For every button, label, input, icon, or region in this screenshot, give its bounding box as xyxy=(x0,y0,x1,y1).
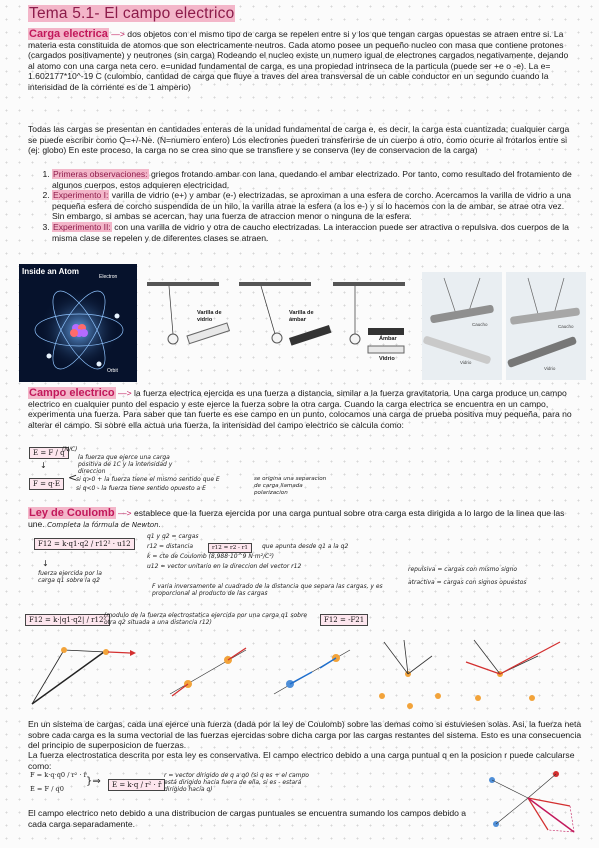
rod-illustration xyxy=(506,272,586,380)
arrow-icon: —> xyxy=(117,388,132,398)
charges-figure-1 xyxy=(160,636,256,712)
label-ambar-bar: Ámbar xyxy=(379,336,397,342)
campo-heading: Campo electrico xyxy=(29,387,115,399)
atom-image xyxy=(19,264,137,382)
campo-paragraph xyxy=(28,388,576,430)
atom-title: Inside an Atom xyxy=(22,267,80,276)
formula-r12: r12 = r2 - r1 xyxy=(208,543,252,553)
formula-modulo: F12 = k·|q1·q2| / r12² xyxy=(25,614,110,626)
label-u: u12 = vector unitario en la direccion del vector r12 xyxy=(147,563,302,570)
charges-diagram xyxy=(460,632,580,714)
label-k: k = cte de Coulomb (8,988·10^9 N·m²/C²) xyxy=(147,553,274,560)
field-sum-figure xyxy=(486,768,580,838)
charges-diagram xyxy=(368,636,452,712)
label-apunta: que apunta desde q1 a la q2 xyxy=(262,543,349,550)
formula-accion-reaccion: F12 = -F21 xyxy=(320,614,368,626)
experimentos-list xyxy=(28,169,576,243)
coulomb-text: establece que la fuerza ejercida por una carga puntual sobre otra carga esta dirigida a lo largo de la linea que las une. xyxy=(28,508,565,529)
formula-campo-puntual: E = k·q / r² · r̂ xyxy=(108,779,165,791)
vector-r-note: r = vector dirigido de q a q0 (si q es + el campo está dirigido hacia fuera de ella, si es - estará dirigido hacia q) xyxy=(164,772,309,793)
formula-fuerza-q0: F = k·q·q0 / r² · r̂ xyxy=(30,771,87,779)
fuerza-note-2: si q<0 - la fuerza tiene sentido opuesto a E xyxy=(76,485,206,492)
coulomb-heading: Ley de Coulomb xyxy=(29,507,115,519)
atom-label: Orbit xyxy=(107,368,118,374)
rod-label: Vidrio xyxy=(544,366,556,371)
charges-figure-2 xyxy=(264,636,360,712)
charges-diagram xyxy=(160,636,256,712)
fuerza-note-1: si q>0 + la fuerza tiene el mismo sentido que E xyxy=(76,476,220,483)
list-item: 3. Experimento II: con una varilla de vidrio y otra de caucho electrizadas. La interaccion puede ser atractiva o repulsiva. dos cuerpos de la misma clase se repelen y de diferentes clases se atraen. xyxy=(52,222,576,243)
charges-figure-4 xyxy=(460,632,580,714)
pendulum-illustration xyxy=(143,276,415,376)
label-vidrio-bar: Vidrio xyxy=(379,356,395,362)
brace-icon: }⇒ xyxy=(86,776,101,787)
f-varia-note: F varia inversamente al cuadrado de la distancia que separa las cargas, y es proporcional al producto de las cargas xyxy=(152,583,383,597)
polarizacion-note: se origina una separacion de carga llamada polarizacion xyxy=(254,476,327,496)
rod-label: Caucho xyxy=(472,322,488,327)
pendulum-figure xyxy=(143,276,415,376)
list-item: 1. Primeras observaciones: griegos frotando ambar con lana, quedando el ambar electrizado. Por tanto, como resultado del frotamiento de algunos cuerpos, estos adquieren electricidad. xyxy=(52,169,576,190)
rod-label: Vidrio xyxy=(460,360,472,365)
atractiva-note: atractiva = cargas con signos opuestos xyxy=(408,579,527,586)
campo-neto-paragraph: El campo electrico neto debido a una distribucion de cargas puntuales se encuentra sumando los campos debido a cada carga separadamente. xyxy=(28,808,467,829)
coulomb-hand-title: Completa la fórmula de Newton. xyxy=(47,520,161,529)
carga-cuantizada: Todas las cargas se presentan en cantidades enteras de la unidad fundamental de carga e, es decir, la carga esta cuantizada; cualquier carga se puede escribir como Q=+/-Ne. (N=numero entero) Los electrones pueden transferirse de un cuerpo a otro, como ocurre al frotarlos entre si (ej: globo) En este proceso, la carga no se crea sino que se transfiere y se conserva (ley de conservacion de la carga) xyxy=(28,124,570,156)
repulsiva-note: repulsiva = cargas con mismo signo xyxy=(408,566,518,573)
carga-paragraph xyxy=(28,29,576,93)
formula-note: la fuerza que ejerce una carga positiva de 1C y la intensidad y direccion xyxy=(78,454,173,475)
conservativa-paragraph: La fuerza electrostatica descrita por esta ley es conservativa. El campo electrico debido a una carga puntual q en la posicion r puede calcularse como: xyxy=(28,750,575,771)
down-arrow-icon: ↓ xyxy=(40,461,47,470)
formula-campo: E = F / q xyxy=(29,447,69,459)
rod-label: Caucho xyxy=(558,324,574,329)
arrow-icon: —> xyxy=(117,508,132,518)
fuerza-ejercida-note: fuerza ejercida por la carga q1 sobre la q2 xyxy=(38,570,102,584)
label-vidrio: Varilla de vidrio xyxy=(197,310,222,323)
arrow-icon: —> xyxy=(111,29,125,39)
brace-icon: < xyxy=(68,471,78,484)
field-sum-diagram xyxy=(486,768,580,838)
carga-heading: Carga electrica xyxy=(29,28,108,40)
label-cargas: q1 y q2 = cargas xyxy=(147,533,199,540)
formula-unit: (N/C) xyxy=(62,446,78,453)
carga-intro: dos objetos con el mismo tipo de carga se repelen entre si y los que tengan cargas opuestas se atraen entre si. La materia esta constituida de atomos que son electricamente neutros. Cada atomo posee un pequeño nucleo con masa que contiene protones (cargados positivamente) y neutrones (sin carga) Rodeando el nucleo existe un numero igual de electrones cargados negativamente, dejando al atomo con una carga neta cero. e=unidad fundamental de carga, es una propiedad intrinseca de la particula (puede ser +e o -e). La e= 1.602177*10^-19 C (culombio, cantidad de carga que fluye a traves del area transversal de un cable conductor en un segundo cuando la intensidad de la corriente es de 1 amperio) xyxy=(28,29,569,92)
formula-fuerza: F = q·E xyxy=(29,478,64,490)
modulo-note: (modulo de la fuerza electrostatica ejercida por una carga q1 sobre otra q2 situada a una distancia r12) xyxy=(104,612,308,626)
coulomb-paragraph xyxy=(28,508,576,530)
atom-label: Electron xyxy=(99,274,118,280)
page-title: Tema 5.1- El campo electrico xyxy=(29,5,235,22)
rod-figure-right xyxy=(506,272,586,380)
down-arrow-icon: ↓ xyxy=(42,559,49,568)
superposicion-paragraph: En un sistema de cargas, cada una ejerce una fuerza (dada por la ley de Coulomb) sobre las demas como si estuviesen solas. Asi, la fuerza neta sobre cada carga es la suma vectorial de las fuerzas ejercidas sobre dicha carga por las cargas restantes del sistema. Esto es una consecuencia del principio de superposicion de fuerzas. xyxy=(28,719,582,751)
rod-figure-left xyxy=(422,272,502,380)
label-ambar: Varilla de ámbar xyxy=(289,310,314,323)
vector-figure xyxy=(26,636,154,712)
atom-illustration xyxy=(19,264,137,382)
campo-text: la fuerza electrica ejercida es una fuerza a distancia, similar a la fuerza gravitatoria. Una carga produce un campo electrico en cualquier punto del espacio y este ejerce la fuerza sobre la otra carga. Cuando la carga electrica se encuentra en un campo, experimenta una fuerza. Para saber que tan fuerte es ese campo en un punto, colocamos una carga de prueba positiva muy pequeña, para no alterar el campo. Si sobre ella actua una fuerza, la intensidad del campo electrico se calcula como: xyxy=(28,388,572,430)
charges-figure-3 xyxy=(368,636,452,712)
formula-coulomb: F12 = k·q1·q2 / r12² · u12 xyxy=(34,538,135,550)
vector-diagram xyxy=(26,636,154,712)
charges-diagram xyxy=(264,636,360,712)
label-distancia: r12 = distancia xyxy=(147,543,194,550)
formula-e-q0: E = F / q0 xyxy=(30,785,64,793)
list-item: 2. Experimento I: varilla de vidrio (e+) y ambar (e-) electrizadas, se aproximan a una esfera de corcho. Acercamos la varilla de vidrio a una pequeña esfera de corcho suspendida de un hilo, la varilla atrae la esfera (a los e-) y si lo hacemos con la de ambar, se atrae otra vez. Sin embargo, si ambas se acercan, hay una fuerza de atraccion menor o ninguna de la esfera. xyxy=(52,190,576,222)
